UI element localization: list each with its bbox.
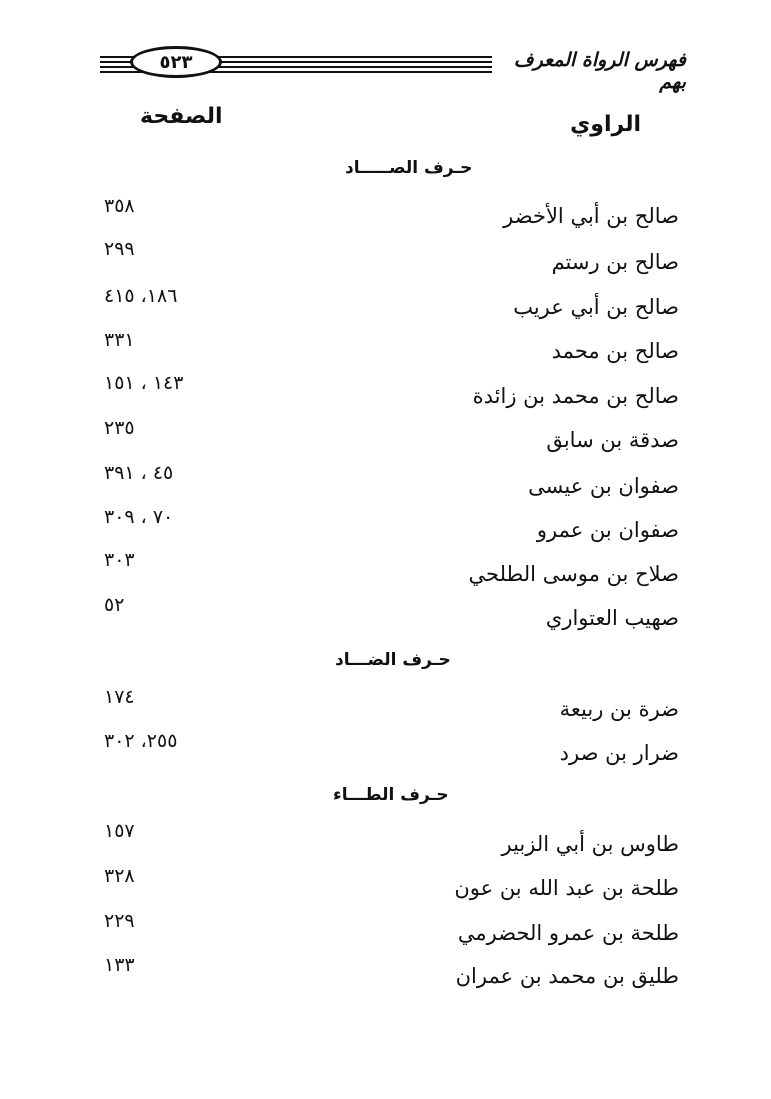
narrator-name: صهيب العتواري: [545, 606, 679, 630]
page-ref: ٣٢٨: [104, 865, 135, 887]
page-ref: ١٣٣: [104, 954, 135, 976]
page-ref: ٣٠٣: [104, 549, 135, 571]
page-ref: ٢٥٥، ٣٠٢: [104, 730, 178, 752]
page-ref: ٧٠ ، ٣٠٩: [104, 506, 174, 528]
page-ref: ٥٢: [104, 594, 125, 616]
page-ref: ٣٣١: [104, 329, 135, 351]
page-ref: ٢٣٥: [104, 417, 135, 439]
narrator-name: صالح بن محمد بن زائدة: [472, 384, 679, 408]
page-ref: ٢٩٩: [104, 238, 135, 260]
running-title: فهرس الرواة المعرف بهم: [492, 49, 692, 93]
page-ref: ٣٥٨: [104, 195, 135, 217]
page-ref: ٢٢٩: [104, 910, 135, 932]
narrator-name: طلحة بن عبد الله بن عون: [454, 876, 679, 900]
narrator-name: طليق بن محمد بن عمران: [455, 964, 679, 988]
narrator-name: صالح بن رستم: [551, 250, 679, 274]
running-header: [100, 44, 692, 93]
narrator-name: صالح بن أبي عريب: [513, 295, 679, 319]
section-title-dad: حـرف الضـــاد: [335, 650, 451, 670]
narrator-name: صالح بن محمد: [551, 339, 679, 363]
column-header-narrator: الراوي: [570, 112, 641, 137]
section-title-sad: حـرف الصـــــاد: [345, 158, 473, 178]
narrator-name: صفوان بن عيسى: [528, 474, 679, 498]
narrator-name: ضرار بن صرد: [559, 741, 679, 765]
narrator-name: طاوس بن أبي الزبير: [501, 832, 679, 856]
page-ref: ١٧٤: [104, 686, 135, 708]
section-title-ta: حـرف الطـــاء: [333, 785, 449, 805]
page-ref: ١٤٣ ، ١٥١: [104, 372, 184, 394]
page-ref: ١٥٧: [104, 820, 135, 842]
narrator-name: صدقة بن سابق: [546, 428, 679, 452]
page-number: ٥٢٣: [130, 46, 222, 78]
narrator-name: صلاح بن موسى الطلحي: [468, 562, 679, 586]
narrator-name: صفوان بن عمرو: [536, 518, 679, 542]
column-header-page: الصفحة: [140, 104, 223, 129]
narrator-name: طلحة بن عمرو الحضرمي: [457, 921, 679, 945]
narrator-name: ضرة بن ربيعة: [559, 697, 679, 721]
page-ref: ٤٥ ، ٣٩١: [104, 462, 174, 484]
page-ref: ١٨٦، ٤١٥: [104, 285, 178, 307]
narrator-name: صالح بن أبي الأخضر: [503, 204, 679, 228]
